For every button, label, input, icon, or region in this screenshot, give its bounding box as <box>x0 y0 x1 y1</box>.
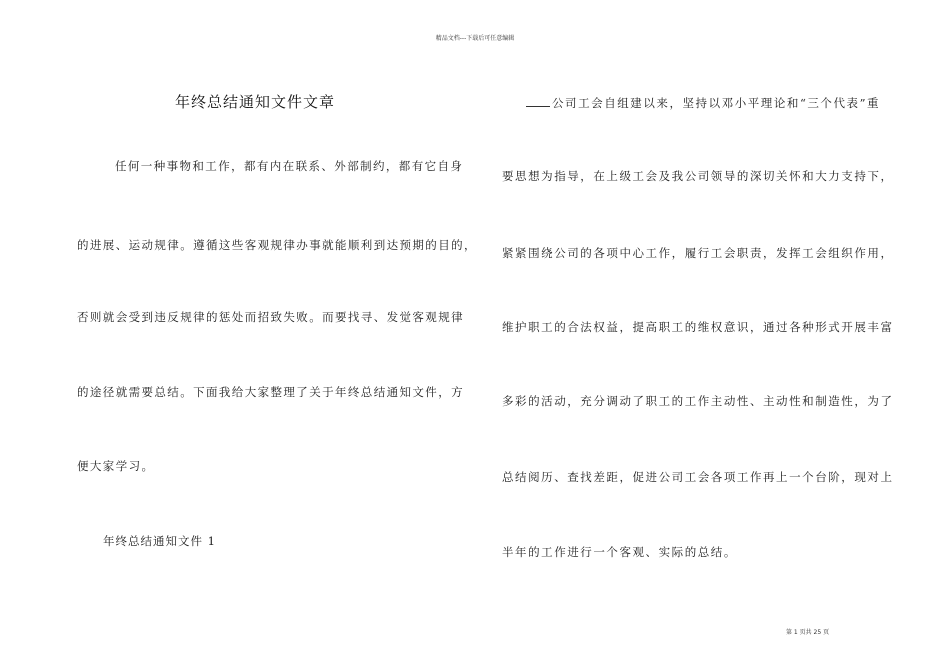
left-paragraph-line: 的进展、运动规律。遵循这些客观规律办事就能顺利到达预期的目的， <box>77 238 477 252</box>
right-paragraph-line: 要思想为指导，在上级工会及我公司领导的深切关怀和大力支持下， <box>502 169 894 183</box>
blank-underline <box>526 96 550 107</box>
left-paragraph-line: 的途径就需要总结。下面我给大家整理了关于年终总结通知文件，方 <box>77 385 464 399</box>
right-paragraph-line: 紧紧围绕公司的各项中心工作，履行工会职责，发挥工会组织作用， <box>502 246 894 260</box>
left-paragraph-line: 任何一种事物和工作，都有内在联系、外部制约，都有它自身 <box>115 159 464 173</box>
left-paragraph-line: 便大家学习。 <box>77 459 155 473</box>
section-heading: 年终总结通知文件 1 <box>103 534 216 548</box>
right-paragraph-line: 半年的工作进行一个客观、实际的总结。 <box>502 545 737 559</box>
document-title: 年终总结通知文件文章 <box>175 93 336 111</box>
header-note: 精品文档---下载后可任意编辑 <box>435 35 515 42</box>
left-paragraph-line: 否则就会受到违反规律的惩处而招致失败。而要找寻、发觉客观规律 <box>77 310 464 324</box>
page-indicator: 第 1 页共 25 页 <box>786 629 830 636</box>
right-paragraph-line <box>526 95 880 111</box>
right-paragraph-line: 维护职工的合法权益，提高职工的维权意识，通过各种形式开展丰富 <box>502 320 894 334</box>
right-line-text: 公司工会自组建以来，坚持以邓小平理论和“三个代表”重 <box>552 96 881 110</box>
right-paragraph-line: 多彩的活动，充分调动了职工的工作主动性、主动性和制造性，为了 <box>502 394 894 408</box>
right-paragraph-line: 总结阅历、查找差距，促进公司工会各项工作再上一个台阶，现对上 <box>502 470 894 484</box>
